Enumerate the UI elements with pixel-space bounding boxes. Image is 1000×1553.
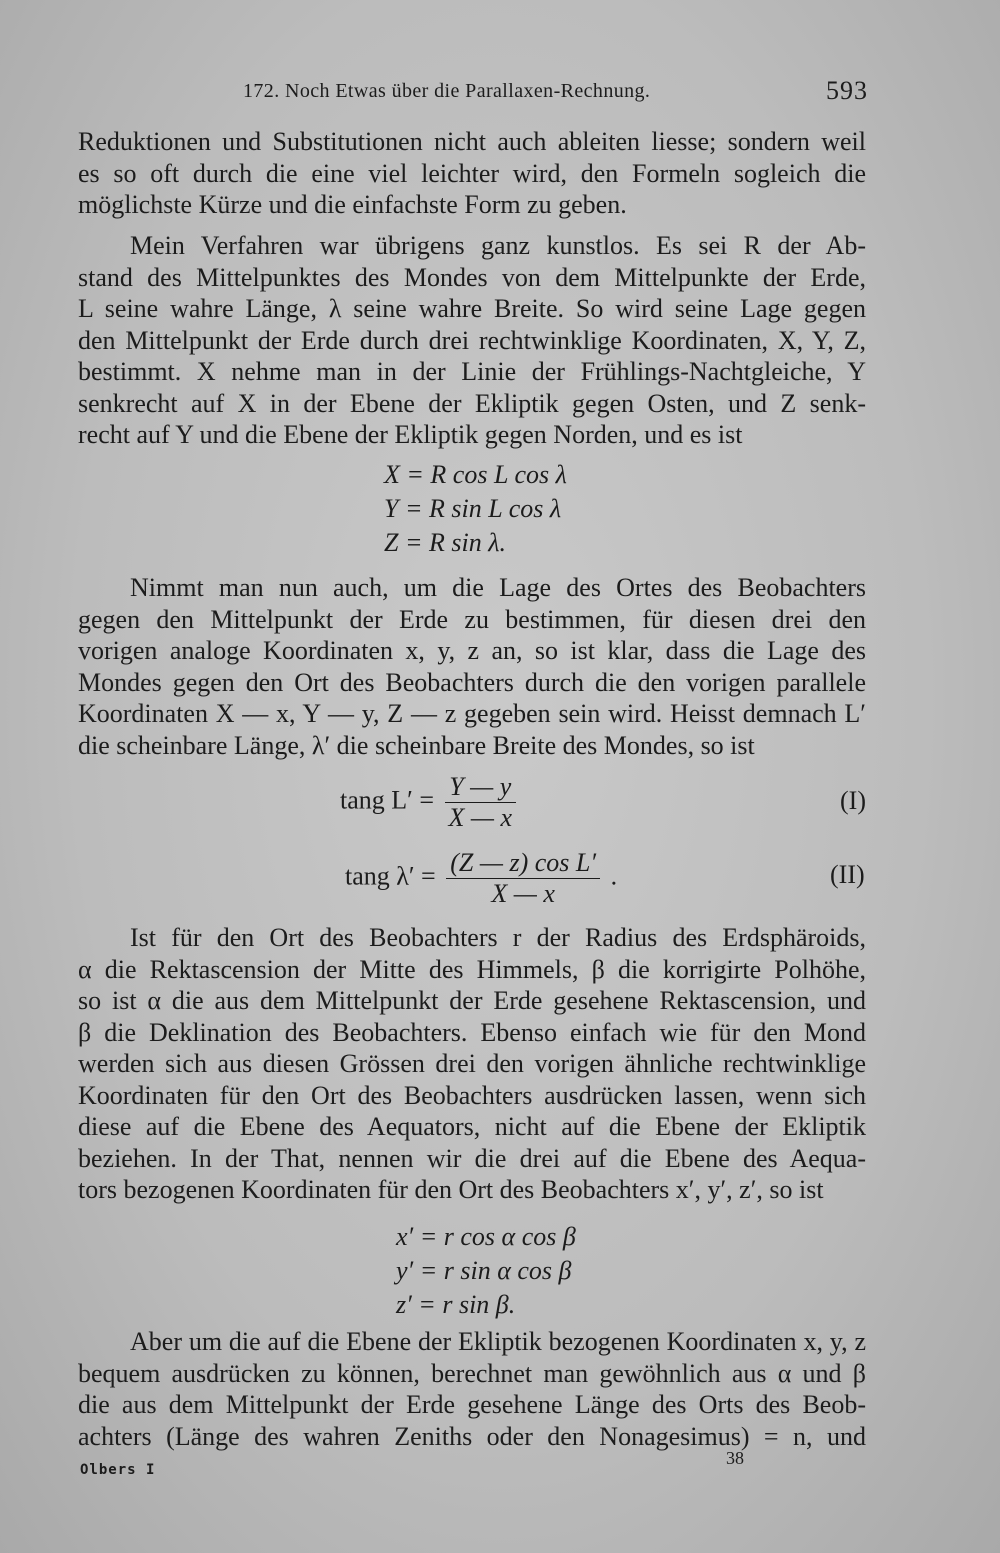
equation-y: Y = R sin L cos λ bbox=[384, 494, 562, 523]
paragraph-2 bbox=[78, 230, 866, 451]
text-line: L seine wahre Länge, λ seine wahre Breite. So wird seine Lage gegen bbox=[78, 294, 866, 323]
equation-z-prime: z′ = r sin β. bbox=[396, 1290, 516, 1319]
text-line: achters (Länge des wahren Zeniths oder den Nonagesimus) = n, und bbox=[78, 1421, 866, 1451]
signature-mark: 38 bbox=[726, 1448, 744, 1468]
paragraph-1 bbox=[78, 126, 866, 221]
equation-I-label: (I) bbox=[840, 786, 866, 815]
text-line: werden sich aus diesen Grössen drei den vorigen ähnliche rechtwinklige bbox=[78, 1049, 866, 1078]
text-line: Mein Verfahren war übrigens ganz kunstlos. Es sei R der Ab- bbox=[130, 231, 866, 260]
paragraph-3 bbox=[78, 572, 866, 761]
equation-I-lhs: tang L′ = bbox=[340, 785, 434, 815]
equation-II-denominator: X — x bbox=[491, 879, 555, 908]
text-line: diese auf die Ebene des Aequators, nicht auf die Ebene der Ekliptik bbox=[78, 1112, 866, 1141]
paragraph-5 bbox=[78, 1326, 866, 1452]
text-line: die scheinbare Länge, λ′ die scheinbare Breite des Mondes, so ist bbox=[78, 730, 755, 760]
equation-II-period: . bbox=[610, 861, 618, 891]
paragraph-4 bbox=[78, 922, 866, 1206]
page-header bbox=[78, 74, 868, 110]
text-line: den Mittelpunkt der Erde durch drei rechtwinklige Koordinaten, X, Y, Z, bbox=[78, 325, 866, 355]
page-number: 593 bbox=[826, 76, 868, 105]
text-line: Aber um die auf die Ebene der Ekliptik bezogenen Koordinaten x, y, z bbox=[130, 1327, 866, 1356]
text-line: α die Rektascension der Mitte des Himmels, β die korrigirte Polhöhe, bbox=[78, 954, 866, 984]
text-line: so ist α die aus dem Mittelpunkt der Erde gesehene Rektascension, und bbox=[78, 986, 866, 1015]
text-line: Mondes gegen den Ort des Beobachters durch die den vorigen parallele bbox=[78, 667, 866, 697]
text-line: es so oft durch die eine viel leichter wird, den Formeln sogleich die bbox=[78, 158, 866, 188]
equation-II-numerator: (Z — z) cos L′ bbox=[446, 848, 600, 879]
text-line: stand des Mittelpunktes des Mondes von dem Mittelpunkte der Erde, bbox=[78, 262, 866, 292]
running-head: 172. Noch Etwas über die Parallaxen-Rechnung. bbox=[243, 80, 651, 102]
text-line: bestimmt. X nehme man in der Linie der Frühlings-Nachtgleiche, Y bbox=[78, 357, 866, 386]
equation-I-fraction bbox=[445, 772, 517, 833]
text-line: bequem ausdrücken zu können, berechnet man gewöhnlich aus α und β bbox=[78, 1358, 866, 1388]
text-line: möglichste Kürze und die einfachste Form zu geben. bbox=[78, 190, 627, 219]
text-line: senkrecht auf X in der Ebene der Ekliptik gegen Osten, und Z senk- bbox=[78, 388, 866, 418]
text-line: tors bezogenen Koordinaten für den Ort des Beobachters x′, y′, z′, so ist bbox=[78, 1175, 824, 1204]
text-line: die aus dem Mittelpunkt der Erde gesehene Länge des Orts des Beob- bbox=[78, 1390, 866, 1419]
text-line: recht auf Y und die Ebene der Ekliptik gegen Norden, und es ist bbox=[78, 420, 743, 449]
text-line: Nimmt man nun auch, um die Lage des Ortes des Beobachters bbox=[130, 573, 866, 602]
equation-I-denominator: X — x bbox=[448, 803, 513, 832]
text-line: beziehen. In der That, nennen wir die drei auf die Ebene des Aequa- bbox=[78, 1143, 866, 1173]
text-line: Reduktionen und Substitutionen nicht auch ableiten liesse; sondern weil bbox=[78, 127, 866, 156]
text-line: Koordinaten für den Ort des Beobachters ausdrücken lassen, wenn sich bbox=[78, 1080, 866, 1110]
equation-I-numerator: Y — y bbox=[445, 772, 517, 803]
text-line: Ist für den Ort des Beobachters r der Radius des Erdsphäroids, bbox=[130, 923, 866, 952]
equation-x-prime: x′ = r cos α cos β bbox=[396, 1222, 576, 1251]
footer-imprint: Olbers I bbox=[80, 1462, 156, 1478]
text-line: Koordinaten X — x, Y — y, Z — z gegeben sein wird. Heisst demnach L′ bbox=[78, 699, 866, 728]
equation-x: X = R cos L cos λ bbox=[384, 460, 567, 489]
text-line: vorigen analoge Koordinaten x, y, z an, so ist klar, dass die Lage des bbox=[78, 636, 866, 665]
text-line: β die Deklination des Beobachters. Ebenso einfach wie für den Mond bbox=[78, 1017, 866, 1047]
equation-y-prime: y′ = r sin α cos β bbox=[396, 1256, 572, 1285]
equation-II-lhs: tang λ′ = bbox=[345, 861, 436, 891]
equation-II-fraction bbox=[446, 848, 600, 909]
equation-II-label: (II) bbox=[830, 860, 865, 889]
equation-z: Z = R sin λ. bbox=[384, 528, 506, 557]
text-line: gegen den Mittelpunkt der Erde zu bestimmen, für diesen drei den bbox=[78, 604, 866, 634]
equation-II bbox=[345, 848, 617, 909]
equation-I bbox=[340, 772, 520, 833]
